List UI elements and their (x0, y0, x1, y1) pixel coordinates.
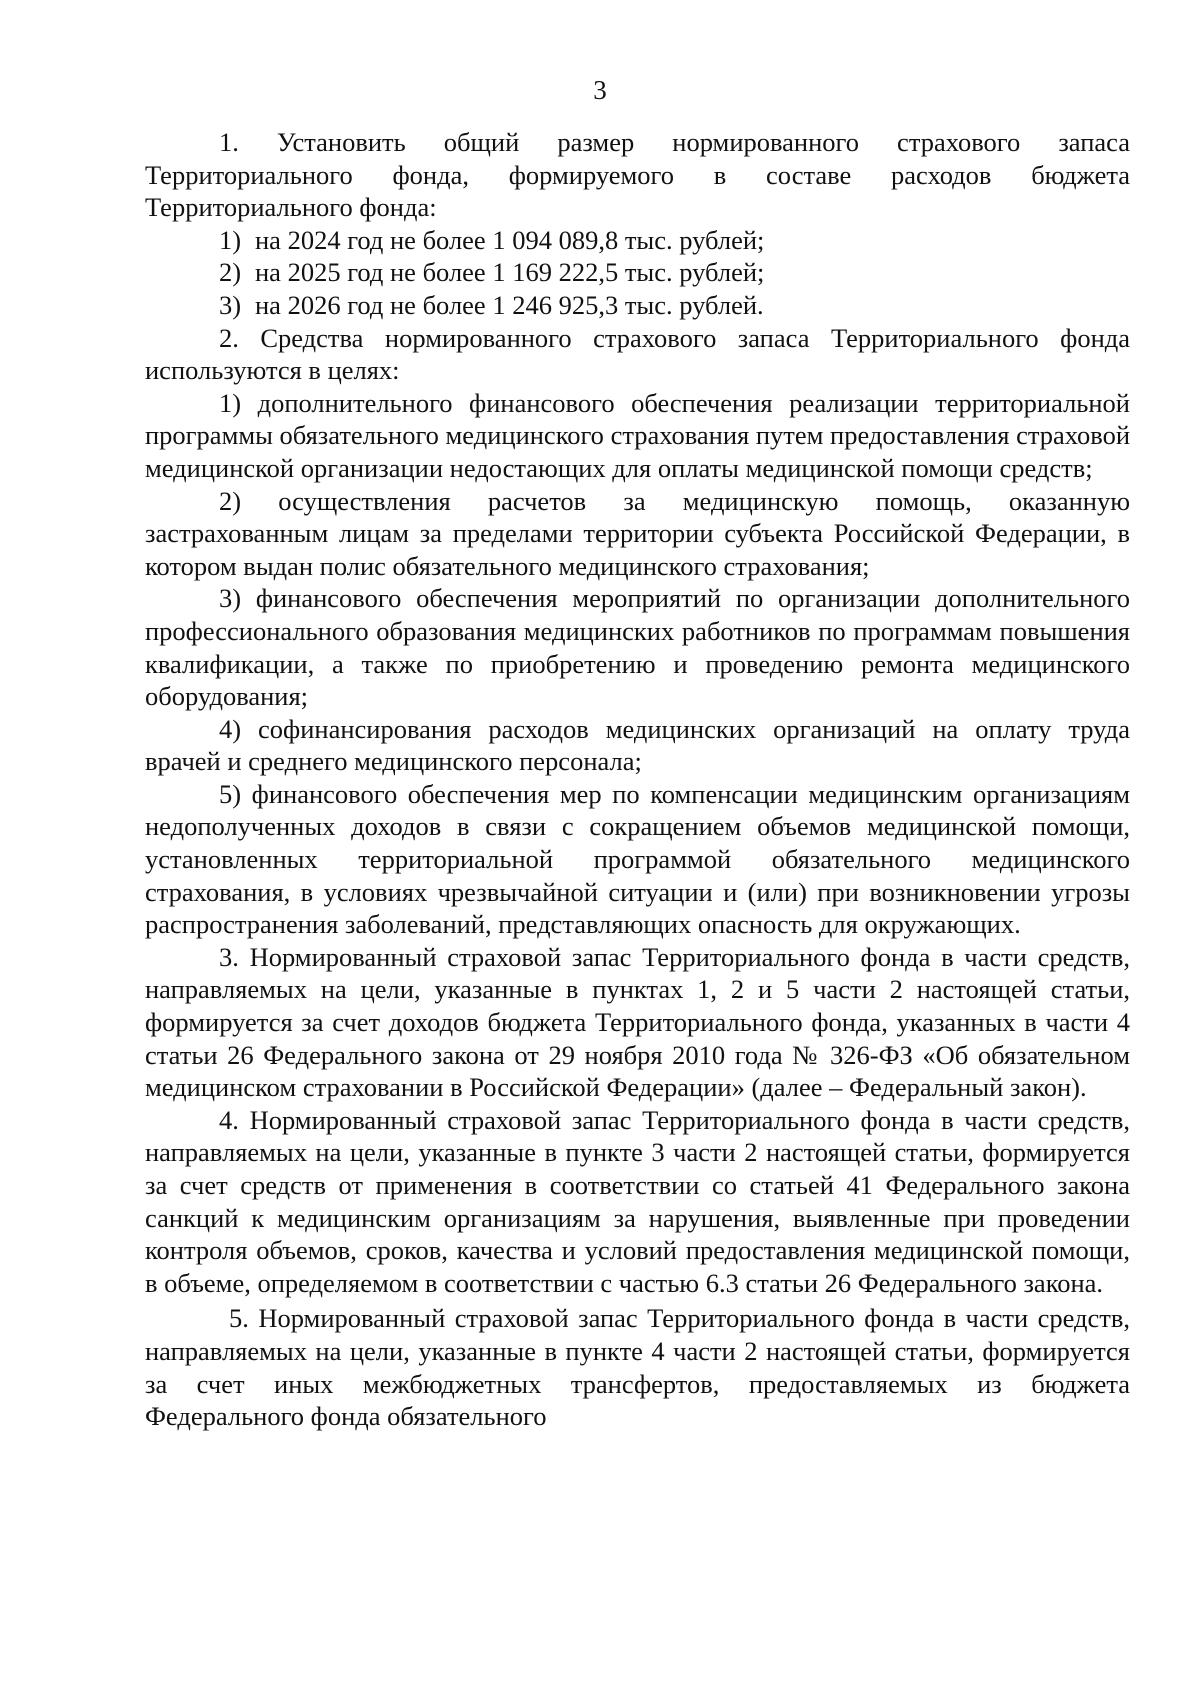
page-number: 3 (593, 75, 607, 105)
paragraph-2-item-5: 5) финансового обеспечения мер по компенсации медицинским организациям недополученных доходов в связи с сокращением объемов медицинской помощи, установленных территориальной программой обязательного медицинского страхования, в условиях чрезвычайной ситуации и (или) при возникновении угрозы распространения заболеваний, представляющих опасность для окружающих. (145, 778, 1130, 940)
paragraph-3: 3. Нормированный страховой запас Территориального фонда в части средств, направляемых на цели, указанные в пунктах 1, 2 и 5 части 2 настоящей статьи, формируется за счет доходов бюджета Территориального фонда, указанных в части 4 статьи 26 Федерального закона от 29 ноября 2010 года № 326-ФЗ «Об обязательном медицинском страховании в Российской Федерации» (далее – Федеральный закон). (145, 941, 1130, 1103)
list-item-text: на 2026 год не более 1 246 925,3 тыс. рублей. (255, 289, 764, 320)
list-item (145, 289, 1130, 322)
paragraph-2-item-2: 2) осуществления расчетов за медицинскую помощь, оказанную застрахованным лицам за пределами территории субъекта Российской Федерации, в котором выдан полис обязательного медицинского страхования; (145, 485, 1130, 581)
list-item (145, 224, 1130, 257)
paragraph-5: 5. Нормированный страховой запас Территориального фонда в части средств, направляемых на цели, указанные в пункте 4 части 2 настоящей статьи, формируется за счет иных межбюджетных трансфертов, предоставляемых из бюджета Федерального фонда обязательного (145, 1303, 1130, 1432)
list-item (145, 256, 1130, 289)
document-body (145, 126, 1130, 1433)
paragraph-2-item-4: 4) софинансирования расходов медицинских организаций на оплату труда врачей и среднего медицинского персонала; (145, 713, 1130, 777)
paragraph-4: 4. Нормированный страховой запас Территориального фонда в части средств, направляемых на цели, указанные в пункте 3 части 2 настоящей статьи, формируется за счет средств от применения в соответствии со статьей 41 Федерального закона санкций к медицинским организациям за нарушения, выявленные при проведении контроля объемов, сроков, качества и условий предоставления медицинской помощи, в объеме, определяемом в соответствии с частью 6.3 статьи 26 Федерального закона. (145, 1104, 1130, 1298)
paragraph-2: 2. Средства нормированного страхового запаса Территориального фонда используются в целях: (145, 322, 1130, 386)
list-item-text: на 2025 год не более 1 169 222,5 тыс. рублей; (255, 257, 765, 288)
list-item-number: 1) (219, 224, 242, 255)
paragraph-2-item-3: 3) финансового обеспечения мероприятий по организации дополнительного профессионального образования медицинских работников по программам повышения квалификации, а также по приобретению и проведению ремонта медицинского оборудования; (145, 583, 1130, 712)
paragraph-1: 1. Установить общий размер нормированного страхового запаса Территориального фонда, формируемого в составе расходов бюджета Территориального фонда: (145, 127, 1130, 223)
list-item-number: 3) (219, 289, 242, 320)
list-item-number: 2) (219, 257, 242, 288)
list-item-text: на 2024 год не более 1 094 089,8 тыс. рублей; (255, 224, 765, 255)
paragraph-2-item-1: 1) дополнительного финансового обеспечения реализации территориальной программы обязательного медицинского страхования путем предоставления страховой медицинской организации недостающих для оплаты медицинской помощи средств; (145, 387, 1130, 483)
